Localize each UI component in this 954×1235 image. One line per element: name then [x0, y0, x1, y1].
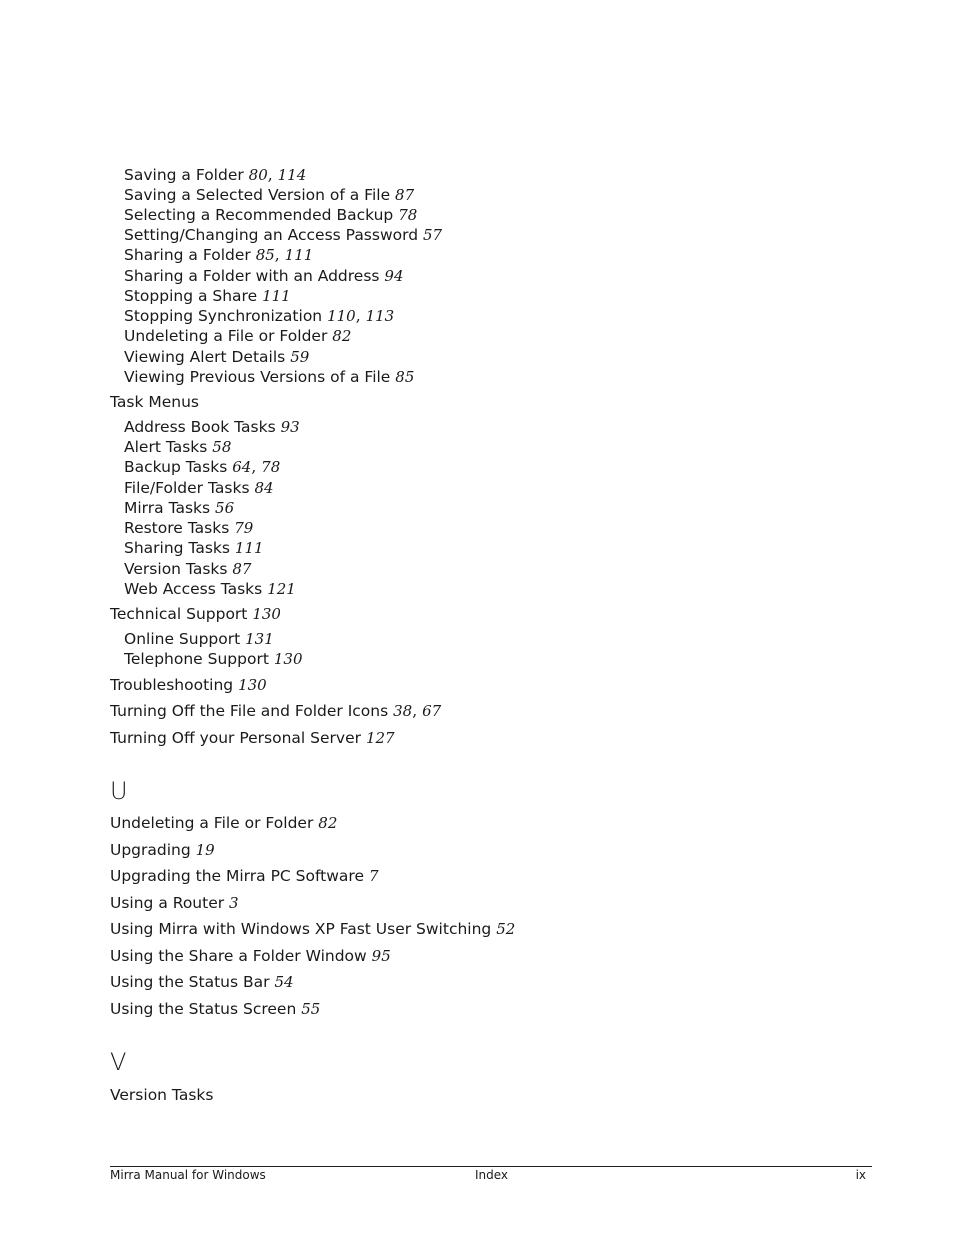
page-reference: 84	[254, 479, 274, 497]
index-subentry	[124, 498, 234, 518]
page-reference: 113	[365, 307, 395, 325]
entry-term: Technical Support	[110, 605, 248, 623]
entry-term: Selecting a Recommended Backup	[124, 206, 394, 224]
index-subentry	[124, 205, 417, 225]
footer-page-number: ix	[855, 1168, 866, 1182]
index-entry	[110, 946, 391, 966]
entry-term: Viewing Previous Versions of a File	[124, 368, 391, 386]
section-letter-u: U	[110, 777, 128, 805]
entry-term: Version Tasks	[124, 560, 228, 578]
page-reference: 58	[212, 438, 232, 456]
index-subentry	[124, 649, 303, 669]
index-entry	[110, 919, 515, 939]
index-subentry: Sharing a Folder 85, 111	[124, 246, 314, 264]
index-subentry	[124, 225, 442, 245]
page-reference: 111	[262, 287, 291, 305]
entry-term: Turning Off your Personal Server	[110, 729, 361, 747]
page-reference: 110	[327, 307, 356, 325]
entry-term: Using the Share a Folder Window	[110, 947, 367, 965]
entry-term: File/Folder Tasks	[124, 479, 250, 497]
entry-term: Version Tasks	[110, 1086, 214, 1104]
page-reference: 87	[232, 560, 252, 578]
index-entry	[110, 728, 395, 748]
page-reference: 111	[284, 246, 314, 264]
index-entry	[110, 675, 267, 695]
entry-term: Telephone Support	[124, 650, 269, 668]
footer-manual-title: Mirra Manual for Windows	[110, 1168, 266, 1182]
footer-section-name: Index	[475, 1168, 509, 1182]
entry-term: Backup Tasks	[124, 458, 228, 476]
index-subentry	[124, 286, 291, 306]
entry-term: Using a Router	[110, 894, 225, 912]
entry-term: Sharing Tasks	[124, 539, 230, 557]
index-subentry	[124, 417, 300, 437]
entry-term: Stopping a Share	[124, 287, 258, 305]
index-entry: Turning Off the File and Folder Icons 38, 67	[110, 702, 442, 720]
index-subentry	[124, 579, 296, 599]
footer-rule	[110, 1166, 872, 1167]
index-subentry	[124, 326, 351, 346]
section-letter-v: V	[110, 1048, 127, 1076]
page-reference: 130	[238, 676, 267, 694]
page-reference: 7	[368, 867, 379, 885]
entry-term: Upgrading	[110, 841, 191, 859]
index-entry	[110, 392, 199, 412]
page-reference: 93	[280, 418, 300, 436]
page-reference: 111	[234, 539, 264, 557]
page-reference: 127	[365, 729, 395, 747]
page-reference: 95	[371, 947, 391, 965]
index-subentry	[124, 629, 274, 649]
page-reference: 67	[422, 702, 442, 720]
entry-term: Alert Tasks	[124, 438, 208, 456]
page-reference: 56	[215, 499, 235, 517]
page-reference: 87	[395, 186, 415, 204]
page-reference: 82	[318, 814, 338, 832]
index-subentry	[124, 347, 309, 367]
page-reference: 114	[277, 166, 307, 184]
page-reference: 130	[273, 650, 303, 668]
index-subentry: Backup Tasks 64, 78	[124, 458, 281, 476]
entry-term: Saving a Selected Version of a File	[124, 186, 391, 204]
entry-term: Using the Status Screen	[110, 1000, 297, 1018]
entry-term: Using the Status Bar	[110, 973, 270, 991]
page-reference: 52	[496, 920, 516, 938]
page-reference: 38	[393, 702, 413, 720]
entry-term: Sharing a Folder with an Address	[124, 267, 380, 285]
index-entry	[110, 1085, 213, 1105]
page-reference: 80	[248, 166, 268, 184]
page-reference: 19	[195, 841, 215, 859]
index-subentry: Stopping Synchronization 110, 113	[124, 307, 395, 325]
page-reference: 78	[398, 206, 418, 224]
index-subentry	[124, 266, 404, 286]
entry-term: Using Mirra with Windows XP Fast User Switching	[110, 920, 492, 938]
index-entry	[110, 866, 378, 886]
index-subentry	[124, 559, 251, 579]
entry-term: Viewing Alert Details	[124, 348, 286, 366]
entry-term: Online Support	[124, 630, 241, 648]
entry-term: Setting/Changing an Access Password	[124, 226, 419, 244]
index-entry	[110, 840, 215, 860]
page-reference: 85	[395, 368, 415, 386]
index-entry	[110, 893, 239, 913]
index-subentry	[124, 367, 414, 387]
entry-term: Saving a Folder	[124, 166, 244, 184]
entry-term: Undeleting a File or Folder	[124, 327, 328, 345]
index-entry	[110, 999, 320, 1019]
entry-term: Stopping Synchronization	[124, 307, 323, 325]
page-reference: 59	[290, 348, 310, 366]
page-reference: 55	[301, 1000, 321, 1018]
entry-term: Upgrading the Mirra PC Software	[110, 867, 364, 885]
page-reference: 57	[423, 226, 443, 244]
page-reference: 82	[332, 327, 352, 345]
page-reference: 85	[255, 246, 275, 264]
page-reference: 3	[229, 894, 239, 912]
page-reference: 64	[232, 458, 252, 476]
index-subentry	[124, 538, 264, 558]
index-subentry	[124, 437, 231, 457]
page-reference: 94	[384, 267, 404, 285]
page-reference: 79	[234, 519, 254, 537]
entry-term: Undeleting a File or Folder	[110, 814, 314, 832]
index-entry	[110, 972, 294, 992]
entry-term: Task Menus	[110, 393, 200, 411]
entry-term: Restore Tasks	[124, 519, 230, 537]
entry-term: Address Book Tasks	[124, 418, 276, 436]
index-entry	[110, 604, 281, 624]
entry-term: Turning Off the File and Folder Icons	[110, 702, 389, 720]
index-subentry: Saving a Folder 80, 114	[124, 166, 307, 184]
page-reference: 78	[261, 458, 281, 476]
entry-term: Mirra Tasks	[124, 499, 211, 517]
entry-term: Troubleshooting	[110, 676, 234, 694]
index-subentry	[124, 518, 253, 538]
entry-term: Web Access Tasks	[124, 580, 263, 598]
index-subentry	[124, 185, 414, 205]
index-entry	[110, 813, 337, 833]
page-reference: 121	[267, 580, 296, 598]
page-reference: 131	[245, 630, 274, 648]
entry-term: Sharing a Folder	[124, 246, 251, 264]
index-subentry	[124, 478, 274, 498]
page-reference: 54	[274, 973, 294, 991]
page-reference: 130	[252, 605, 281, 623]
